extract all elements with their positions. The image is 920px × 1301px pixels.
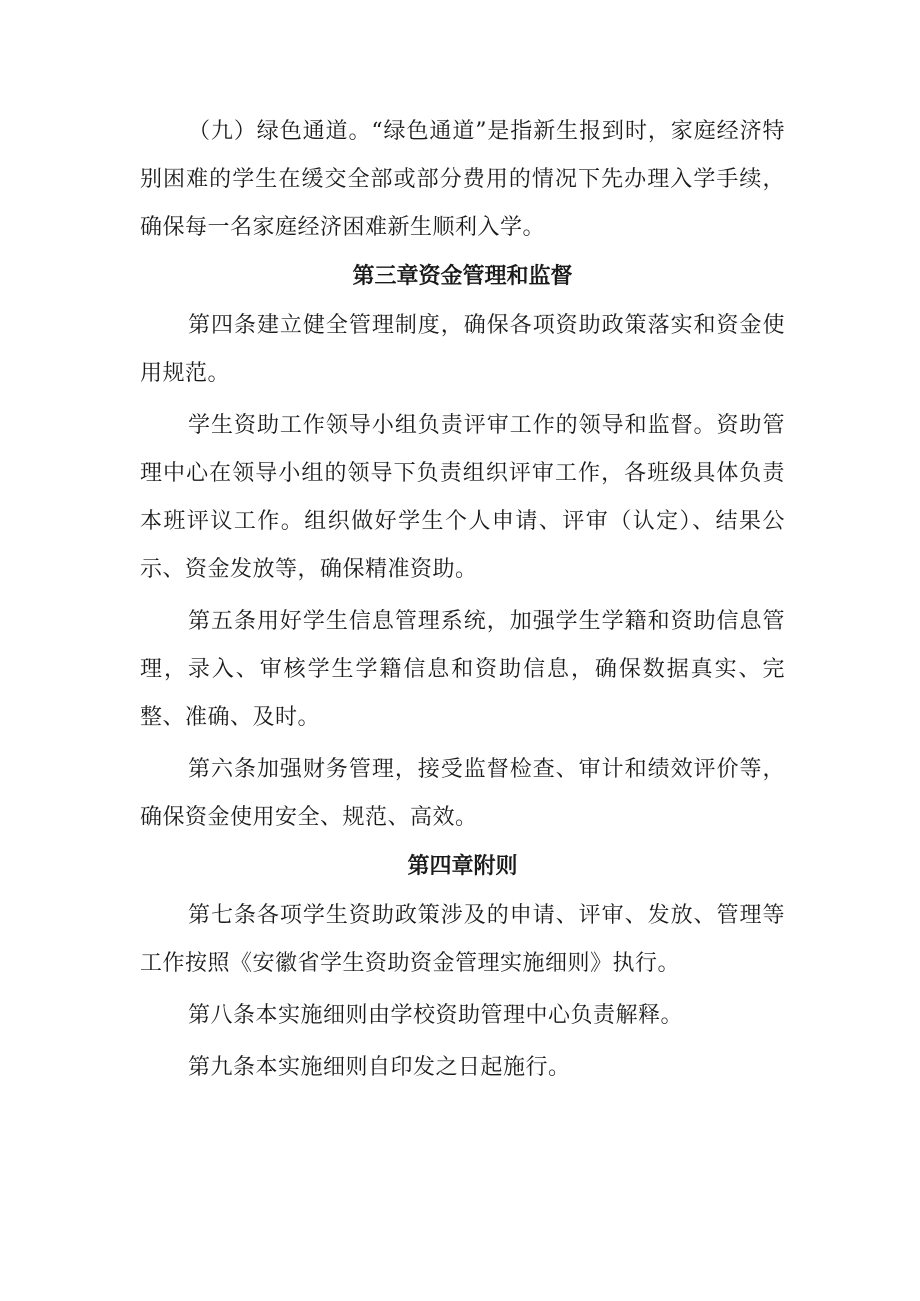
chapter-3-title: 第三章资金管理和监督 xyxy=(352,264,573,289)
paragraph-article-8: 第八条本实施细则由学校资助管理中心负责解释。 xyxy=(188,1003,684,1028)
paragraph-article-6: 第六条加强财务管理，接受监督检查、审计和绩效评价等，确保资金使用安全、规范、高效。 xyxy=(140,757,785,830)
document-body xyxy=(140,108,785,1092)
paragraph-article-5: 第五条用好学生信息管理系统，加强学生学籍和资助信息管理，录入、审核学生学籍信息和资助信息，确保数据真实、完整、准确、及时。 xyxy=(140,609,785,730)
paragraph-leadership-group: 学生资助工作领导小组负责评审工作的领导和监督。资助管理中心在领导小组的领导下负责组织评审工作，各班级具体负责本班评议工作。组织做好学生个人申请、评审（认定）、结果公示、资金发放等，确保精准资助。 xyxy=(140,413,785,582)
paragraph-article-7: 第七条各项学生资助政策涉及的申请、评审、发放、管理等工作按照《安徽省学生资助资金管理实施细则》执行。 xyxy=(140,903,785,976)
paragraph-article-9: 第九条本实施细则自印发之日起施行。 xyxy=(188,1055,571,1080)
paragraph-green-channel: （九）绿色通道。“绿色通道”是指新生报到时，家庭经济特别困难的学生在缓交全部或部分费用的情况下先办理入学手续，确保每一名家庭经济困难新生顺利入学。 xyxy=(140,119,785,240)
paragraph-article-4: 第四条建立健全管理制度，确保各项资助政策落实和资金使用规范。 xyxy=(140,313,785,386)
chapter-4-title: 第四章附则 xyxy=(407,854,518,879)
